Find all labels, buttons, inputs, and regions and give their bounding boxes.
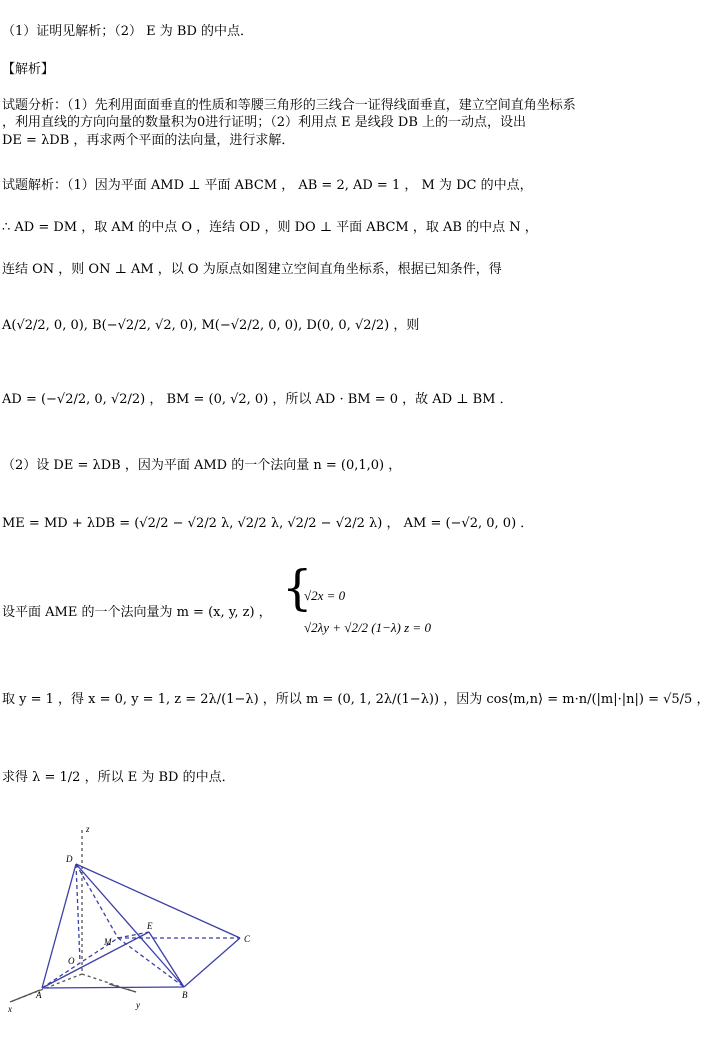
label-C: C	[244, 934, 251, 944]
label-y: y	[136, 1000, 140, 1010]
section-title: 【解析】	[2, 62, 55, 77]
label-x: x	[8, 1004, 12, 1014]
solution-line-1: 试题解析：（1）因为平面 AMD ⊥ 平面 ABCM ， AB = 2, AD = 1 ， M 为 DC 的中点，	[2, 178, 533, 193]
system-eq-2: √2λy + √2/2 (1−λ) z = 0	[304, 620, 431, 635]
label-D: D	[66, 854, 73, 864]
geometry-figure	[4, 824, 274, 1054]
part2-line-1: （2）设 DE = λDB ，因为平面 AMD 的一个法向量 n = (0,1,0) ，	[2, 458, 402, 473]
answer-line: （1）证明见解析；（2） E 为 BD 的中点．	[2, 24, 254, 39]
analysis-line-3: DE = λDB ，再求两个平面的法向量，进行求解．	[2, 133, 295, 148]
label-A: A	[36, 990, 42, 1000]
label-E: E	[147, 921, 153, 931]
label-M: M	[104, 937, 112, 947]
coords-line: A(√2/2, 0, 0), B(−√2/2, √2, 0), M(−√2/2, 0, 0), D(0, 0, √2/2) ，则	[2, 318, 420, 333]
analysis-line-2: ，利用直线的方向向量的数量积为0进行证明；（2）利用点 E 是线段 DB 上的一动点，设出	[2, 115, 527, 130]
label-O: O	[68, 956, 75, 966]
analysis-line-1: 试题分析：（1）先利用面面垂直的性质和等腰三角形的三线合一证得线面垂直，建立空间直角坐标系	[2, 98, 576, 113]
vectors-line: AD = (−√2/2, 0, √2/2) ， BM = (0, √2, 0) ，所以 AD · BM = 0 ，故 AD ⊥ BM ．	[2, 392, 513, 407]
solution-line-2: ∴ AD = DM ，取 AM 的中点 O ，连结 OD ，则 DO ⊥ 平面 ABCM ，取 AB 的中点 N ，	[2, 220, 538, 235]
solution-line-3: 连结 ON ，则 ON ⊥ AM ，以 O 为原点如图建立空间直角坐标系，根据已知条件，得	[2, 262, 502, 277]
system-eq-1: √2x = 0	[304, 588, 346, 603]
label-z: z	[86, 824, 90, 834]
part2-line-3: 设平面 AME 的一个法向量为 m = (x, y, z) ，	[2, 605, 272, 620]
part2-line-2: ME = MD + λDB = (√2/2 − √2/2 λ, √2/2 λ, √2/2 − √2/2 λ) ， AM = (−√2, 0, 0) ．	[2, 516, 534, 531]
part2-line-5: 求得 λ = 1/2 ，所以 E 为 BD 的中点．	[2, 770, 235, 785]
label-B: B	[182, 990, 188, 1000]
part2-line-4: 取 y = 1 ，得 x = 0, y = 1, z = 2λ/(1−λ) ，所以 m = (0, 1, 2λ/(1−λ)) ，因为 cos⟨m,n⟩ = m·n/(|m|·|n|) = √5/5 ，	[2, 692, 709, 707]
